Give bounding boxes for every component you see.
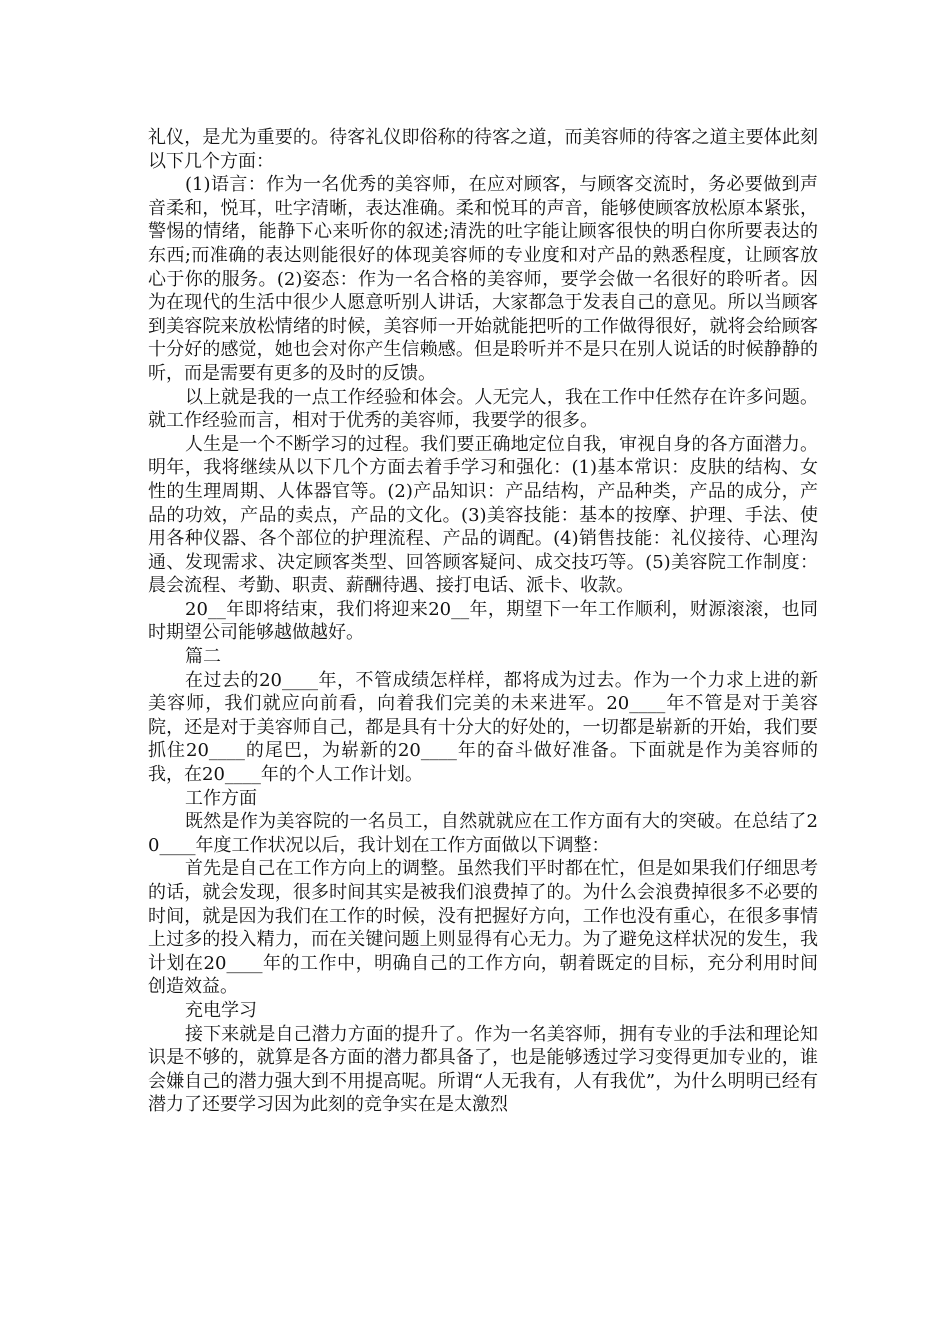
paragraph-work-direction: 首先是自己在工作方向上的调整。虽然我们平时都在忙，但是如果我们仔细思考的话，就会发现，很多时间其实是被我们浪费掉了的。为什么会浪费掉很多不必要的时间，就是因为我们在工作的时候，没有把握好方向，工作也没有重心，在很多事情上过多的投入精力，而在关键问题上则显得有心无力。为了避免这样状况的发生，我计划在20____年的工作中，明确自己的工作方向，朝着既定的目标，充分利用时间创造效益。 xyxy=(148,858,818,998)
section-heading-work: 工作方面 xyxy=(185,787,257,809)
paragraph-work-adjustment-intro: 既然是作为美容院的一名员工，自然就就应在工作方面有大的突破。在总结了20____年度工作状况以后，我计划在工作方面做以下调整： xyxy=(148,811,818,856)
paragraph-new-year-intro: 在过去的20____年，不管成绩怎样样，都将成为过去。作为一个力求上进的新美容师，我们就应向前看，向着我们完美的未来进军。20____年不管是对于美容院，还是对于美容师自己，都是具有十分大的好处的，一切都是崭新的开始，我们要抓住20____的尾巴，为崭新的20____年的奋斗做好准备。下面就是作为美容师的我，在20____年的个人工作计划。 xyxy=(148,669,818,786)
section-heading-study: 充电学习 xyxy=(185,999,257,1021)
paragraph-study-ability: 接下来就是自己潜力方面的提升了。作为一名美容师，拥有专业的手法和理论知识是不够的，就算是各方面的潜力都具备了，也是能够透过学习变得更加专业的，谁会嫌自己的潜力强大到不用提高呢。所谓“人无我有，人有我优”，为什么明明已经有潜力了还要学习因为此刻的竞争实在是太激烈 xyxy=(148,1023,818,1116)
paragraph-language-posture: (1)语言：作为一名优秀的美容师，在应对顾客，与顾客交流时，务必要做到声音柔和，悦耳，吐字清晰，表达准确。柔和悦耳的声音，能够使顾客放松原本紧张，警惕的情绪，能静下心来听你的叙述;清洗的吐字能让顾客很快的明白你所要表达的东西;而准确的表达则能很好的体现美容师的专业度和对产品的熟悉程度，让顾客放心于你的服务。(2)姿态：作为一名合格的美容师，要学会做一名很好的聆听者。因为在现代的生活中很少人愿意听别人讲话，大家都急于发表自己的意见。所以当顾客到美容院来放松情绪的时候，美容师一开始就能把听的工作做得很好，就将会给顾客十分好的感觉，她也会对你产生信赖感。但是聆听并不是只在别人说话的时候静静的听，而是需要有更多的及时的反馈。 xyxy=(148,174,818,384)
paragraph-etiquette-intro: 礼仪，是尤为重要的。待客礼仪即俗称的待客之道，而美容师的待客之道主要体此刻以下几个方面： xyxy=(148,127,818,172)
paragraph-experience-summary: 以上就是我的一点工作经验和体会。人无完人，我在工作中任然存在许多问题。就工作经验而言，相对于优秀的美容师，我要学的很多。 xyxy=(148,386,818,432)
paragraph-year-end-wish: 20__年即将结束，我们将迎来20__年，期望下一年工作顺利，财源滚滚，也同时期望公司能够越做越好。 xyxy=(148,598,818,644)
document-body xyxy=(148,126,818,1117)
section-heading-part-two: 篇二 xyxy=(185,646,221,668)
paragraph-learning-plan: 人生是一个不断学习的过程。我们要正确地定位自我，审视自身的各方面潜力。明年，我将继续从以下几个方面去着手学习和强化：(1)基本常识：皮肤的结构、女性的生理周期、人体器官等。(2)产品知识：产品结构，产品种类，产品的成分，产品的功效，产品的卖点，产品的文化。(3)美容技能：基本的按摩、护理、手法、使用各种仪器、各个部位的护理流程、产品的调配。(4)销售技能：礼仪接待、心理沟通、发现需求、决定顾客类型、回答顾客疑问、成交技巧等。(5)美容院工作制度：晨会流程、考勤、职责、薪酬待遇、接打电话、派卡、收款。 xyxy=(148,433,818,597)
